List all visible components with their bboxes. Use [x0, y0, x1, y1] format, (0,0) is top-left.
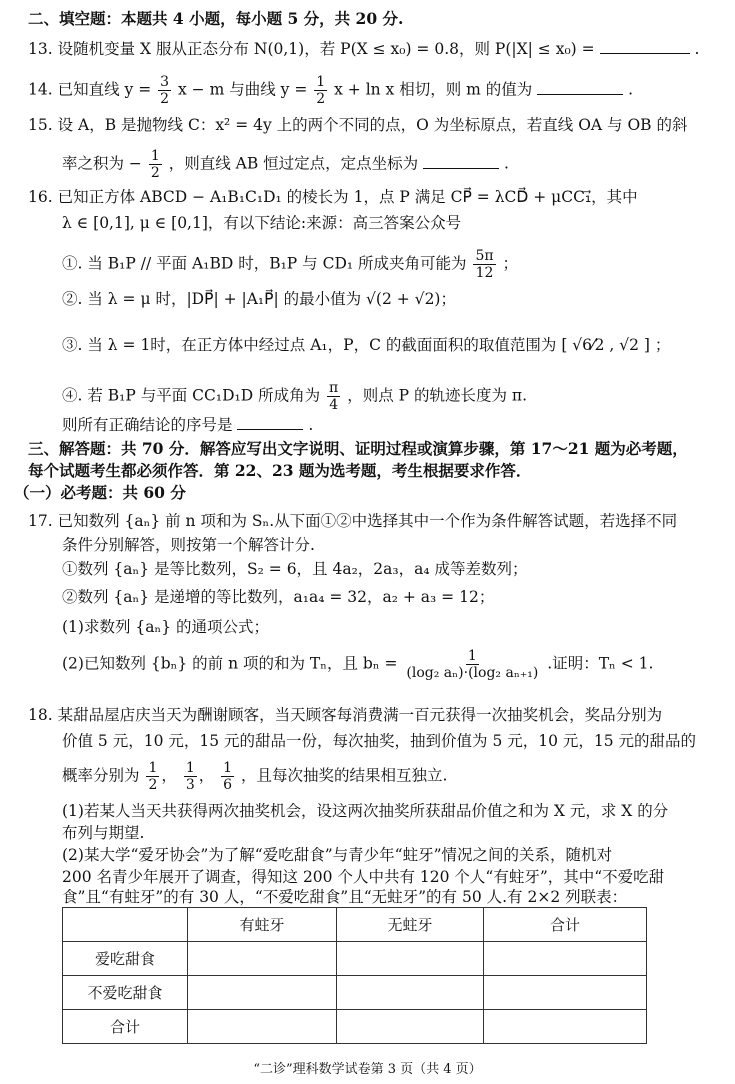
q13-tail: .: [694, 40, 700, 58]
q14-post: x + ln x 相切，则 m 的值为: [334, 80, 533, 99]
q16-item1-fraction: $\frac{5\pi}{12}$: [475, 248, 494, 281]
q18-part1-line-b: 布列与期望.: [62, 824, 145, 842]
q18-prob-1: $\frac{1}{2}$: [148, 760, 158, 793]
q16-number: 16.: [28, 188, 53, 206]
table-cell: [188, 1010, 337, 1044]
q16-line2: λ ∈ [0,1], μ ∈ [0,1]，有以下结论:来源：高三答案公众号: [62, 214, 462, 232]
table-cell: [337, 942, 484, 976]
q17-part-1: (1)求数列 {aₙ} 的通项公式；: [62, 618, 269, 636]
q13-number: 13.: [28, 40, 53, 58]
table-cell: [337, 1010, 484, 1044]
q15-answer-blank: [423, 154, 499, 169]
q15-line2-pre: 率之积为 −: [62, 154, 142, 173]
q17-number: 17.: [28, 512, 53, 530]
q16-answer-blank: [237, 415, 303, 430]
table-row-label: 合计: [63, 1010, 188, 1044]
q17-part-2: (2)已知数列 {bₙ} 的前 n 项的和为 Tₙ，且 bₙ = $\frac{1}{\text{(log₂ aₙ)·(log₂ aₙ₊₁)}}$ .证明：Tₙ < 1.: [62, 648, 654, 681]
q15-fraction: $\frac{1}{2}$: [150, 148, 160, 181]
question-15-line-2: [62, 148, 509, 181]
q16-item-3: ③. 当 λ = 1时，在正方体中经过点 A₁，P，C 的截面面积的取值范围为 [ √6⁄2 , √2 ] ；: [62, 336, 671, 354]
table-cell: [484, 1010, 647, 1044]
q18-prob-2: $\frac{1}{3}$: [185, 760, 195, 793]
q17-condition-2: ②数列 {aₙ} 是递增的等比数列，a₁a₄ = 32，a₂ + a₃ = 12；: [62, 588, 495, 606]
q14-answer-blank: [537, 80, 623, 95]
q15-line1: 设 A，B 是抛物线 C：x² = 4y 上的两个不同的点，O 为坐标原点，若直线 OA 与 OB 的斜: [57, 116, 688, 134]
table-header-cell: 合计: [484, 908, 647, 942]
q14-fraction-2: $\frac{1}{2}$: [316, 74, 326, 107]
q13-answer-blank: [600, 39, 690, 54]
q16-item-4: ④. 若 B₁P 与平面 CC₁D₁D 所成角为 $\frac{\pi}{4}$ ，则点 P 的轨迹长度为 π.: [62, 380, 528, 413]
q18-part2-line-c: 食”且“有蛀牙”的有 30 人，“不爱吃甜食”且“无蛀牙”的有 50 人.有 2×2 列联表：: [62, 888, 628, 906]
table-row-label: 不爱吃甜食: [63, 976, 188, 1010]
q15-tail: .: [504, 154, 509, 173]
question-15-line-1: [28, 114, 688, 136]
table-header-cell: 有蛀牙: [188, 908, 337, 942]
table-row: [63, 976, 647, 1010]
table-header-cell: [63, 908, 188, 942]
q13-text: 设随机变量 X 服从正态分布 N(0,1)，若 P(X ≤ x₀) = 0.8，则 P(|X| ≤ x₀) =: [57, 40, 595, 58]
question-16-line-1: [28, 186, 638, 208]
section2-header: 二、填空题：本题共 4 小题，每小题 5 分，共 20 分.: [28, 9, 404, 28]
q14-tail: .: [628, 80, 634, 99]
question-18-line-1: 18. 某甜品屋店庆当天为酬谢顾客，当天顾客每消费满一百元获得一次抽奖机会，奖品分别为: [28, 706, 663, 724]
section3-header-line-2: 每个试题考生都必须作答．第 22、23 题为选考题，考生根据要求作答．: [28, 461, 532, 480]
table-header-cell: 无蛀牙: [337, 908, 484, 942]
q18-part2-line-a: (2)某大学“爱牙协会”为了解“爱吃甜食”与青少年“蛀牙”情况之间的关系，随机对: [62, 846, 613, 864]
q18-part1-line-a: (1)若某人当天共获得两次抽奖机会，设这两次抽奖所获甜品价值之和为 X 元，求 X 的分: [62, 802, 669, 820]
page-footer: “二诊”理科数学试卷第 3 页（共 4 页）: [253, 1062, 482, 1077]
q15-number: 15.: [28, 116, 53, 134]
q16-item-2: ②. 当 λ = μ 时，|DP⃗| + |A₁P⃗| 的最小值为 √(2 + √2)；: [62, 290, 456, 308]
table-row-label: 爱吃甜食: [63, 942, 188, 976]
contingency-table: [62, 907, 647, 1044]
subsection-required: （一）必考题：共 60 分: [14, 483, 186, 502]
q18-prob-3: $\frac{1}{6}$: [223, 760, 233, 793]
q16-conclusion: 则所有正确结论的序号是 .: [62, 416, 314, 434]
q14-fraction-1: $\frac{3}{2}$: [160, 74, 170, 107]
q15-line2-post: ，则直线 AB 恒过定点，定点坐标为: [168, 154, 419, 173]
table-cell: [337, 976, 484, 1010]
table-cell: [188, 942, 337, 976]
table-row: [63, 942, 647, 976]
q18-part2-line-b: 200 名青少年展开了调查，得知这 200 个人中共有 120 个人“有蛀牙”，其中“不爱吃甜: [62, 868, 665, 886]
q16-item3-range: [ √6⁄2 , √2 ]: [561, 336, 650, 354]
q17-line2: 条件分别解答，则按第一个解答计分.: [62, 536, 315, 554]
q17-bn-fraction: $\frac{1}{\text{(log₂ aₙ)·(log₂ aₙ₊₁)}}$: [406, 648, 539, 681]
table-cell: [188, 976, 337, 1010]
table-header-row: [63, 908, 647, 942]
q17-condition-1: ①数列 {aₙ} 是等比数列，S₂ = 6，且 4a₂，2a₃，a₄ 成等差数列；: [62, 560, 528, 578]
section3-header-line-1: 三、解答题：共 70 分．解答应写出文字说明、证明过程或演算步骤，第 17～21 题为必考题，: [28, 439, 688, 458]
q16-line1: 已知正方体 ABCD − A₁B₁C₁D₁ 的棱长为 1，点 P 满足 CP⃗ = λCD⃗ + μCC₁⃗，其中: [57, 188, 638, 206]
q18-line2: 价值 5 元，10 元，15 元的甜品一份，每次抽奖，抽到价值为 5 元，10 元，15 元的甜品的: [62, 732, 697, 750]
q16-item4-fraction: $\frac{\pi}{4}$: [329, 380, 339, 413]
question-13: [28, 38, 699, 60]
table-cell: [484, 976, 647, 1010]
question-17-line-1: 17. 已知数列 {aₙ} 前 n 项和为 Sₙ.从下面①②中选择其中一个作为条件解答试题，若选择不同: [28, 512, 678, 530]
table-row: [63, 1010, 647, 1044]
table-cell: [484, 942, 647, 976]
q18-line3: 概率分别为 $\frac{1}{2}$ ， $\frac{1}{3}$ ， $\frac{1}{6}$ ，且每次抽奖的结果相互独立.: [62, 760, 448, 793]
q14-number: 14.: [28, 80, 53, 99]
question-14: [28, 74, 633, 107]
q14-pre: 已知直线 y =: [57, 80, 152, 99]
q18-number: 18.: [28, 706, 53, 724]
q14-mid: x − m 与曲线 y =: [178, 80, 308, 99]
q16-item-1: ①. 当 B₁P // 平面 A₁BD 时，B₁P 与 CD₁ 所成夹角可能为 $\frac{5\pi}{12}$ ；: [62, 248, 519, 281]
